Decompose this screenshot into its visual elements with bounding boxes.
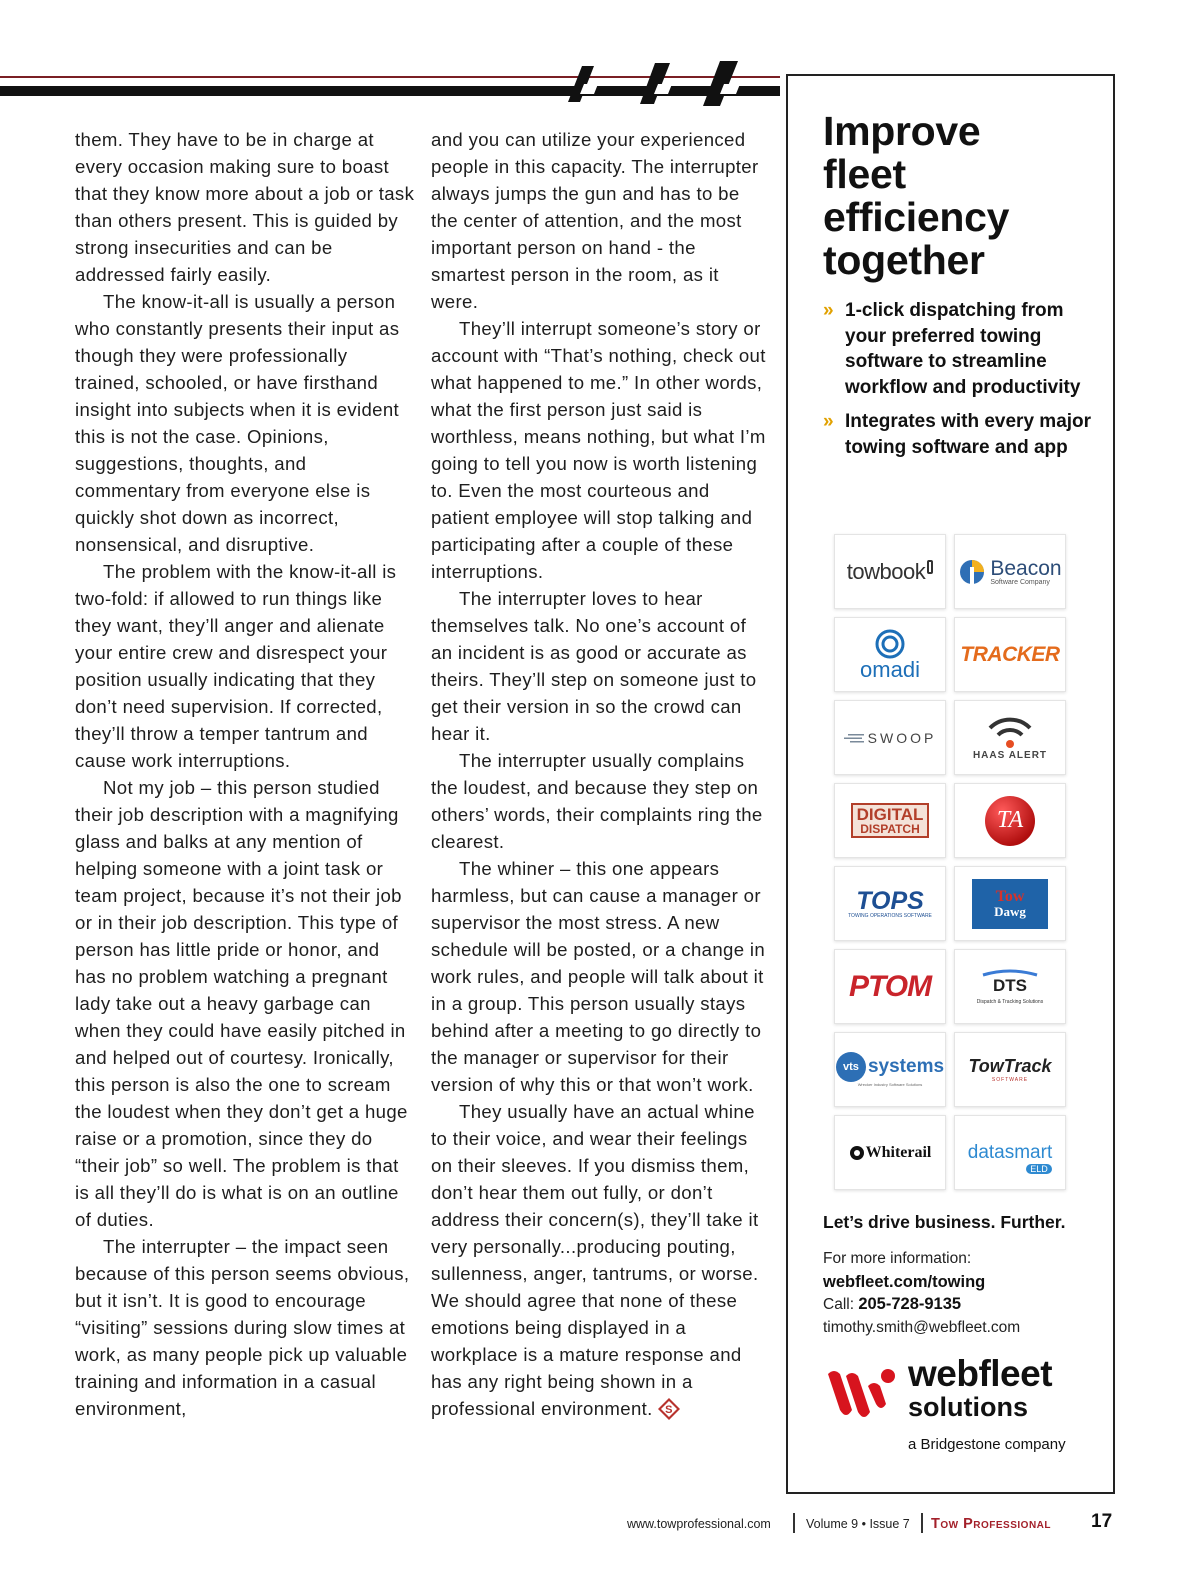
webfleet-solutions-logo [824, 1353, 1084, 1458]
tow-dawg-logo-text: Tow [995, 888, 1025, 905]
ad-contact-info [823, 1248, 1020, 1339]
article-column-left [75, 126, 415, 1422]
phone-number[interactable]: 205-728-9135 [858, 1295, 962, 1313]
footer-volume-issue: Volume 9 • Issue 7 [806, 1517, 910, 1531]
digital-dispatch-logo-subtext: DISPATCH [860, 822, 920, 836]
paragraph: The whiner – this one appears harmless, but can cause a manager or supervisor the most stress. A new schedule will be posted, or a change in work rules, and people will talk about it in a group. This person usually stays behind after a meeting to go directly to the manager or supervisor for their version of why this or that won’t work. [431, 858, 766, 1095]
tops-logo-text: TOPS [856, 886, 924, 915]
tow-dawg-logo-badge [972, 879, 1048, 929]
dts-logo-subtext: Dispatch & Tracking Solutions [976, 998, 1044, 1005]
header-slash-graphic [560, 58, 780, 108]
phone-line [823, 1293, 1020, 1317]
whiterail-logo-icon [849, 1145, 865, 1161]
article-column-middle [431, 126, 769, 1422]
paragraph: The interrupter – the impact seen because of this person seems obvious, but it isn’t. It is good to encourage “visiting” sessions during slow times at work, as many people pick up valuable training and information in a casual environment, [75, 1236, 410, 1419]
digital-dispatch-logo-text: DIGITAL [856, 805, 924, 824]
end-of-article-icon [657, 1397, 681, 1421]
partner-logo-tracker [954, 617, 1066, 692]
page-number: 17 [1091, 1511, 1113, 1532]
email-link[interactable]: timothy.smith@webfleet.com [823, 1318, 1021, 1336]
ta-logo-text: TA [996, 807, 1024, 833]
partner-logo-omadi [834, 617, 946, 692]
ad-feature-list [823, 298, 1103, 469]
ad-headline-line: fleet [823, 151, 906, 197]
ad-headline-line: Improve [823, 108, 981, 154]
webfleet-logo-solutions: solutions [908, 1392, 1028, 1422]
ad-feature-item [823, 409, 1103, 460]
ad-headline-line: together [823, 237, 985, 283]
beacon-logo-icon [958, 558, 986, 586]
partner-logo-whiterail [834, 1115, 946, 1190]
towtrack-logo-text: TowTrack [968, 1056, 1052, 1076]
omadi-logo-text: omadi [860, 656, 920, 682]
towbook-logo-text: towbook [846, 558, 926, 584]
beacon-logo-subtext: Software Company [990, 578, 1050, 586]
ad-feature-text: Integrates with every major towing software and app [845, 411, 1092, 458]
towbook-mark-icon [927, 560, 933, 574]
chevron-right-icon: » [823, 300, 834, 321]
partner-logo-ptom [834, 949, 946, 1024]
whiterail-logo-text: Whiterail [865, 1143, 932, 1161]
vts-systems-logo-subtext: Wrecker Industry Software Solutions [857, 1082, 923, 1087]
svg-text:DTS: DTS [993, 975, 1027, 993]
partner-logo-vts-systems [834, 1032, 946, 1107]
paragraph-text: They usually have an actual whine to their voice, and wear their feelings on their sleeves. If you dismiss them, don’t hear them out fully, or don’t address their concern(s), they’ll take it very personally...producing pouting, sullenness, anger, tantrums, or worse. We should agree that none of these emotions being displayed in a workplace is a mature response and has any right being shown in a professional environment. [431, 1101, 759, 1419]
wireless-signal-icon [985, 714, 1035, 750]
chevron-right-icon: » [823, 411, 834, 432]
partner-logo-digital-dispatch [834, 783, 946, 858]
webfleet-url-link[interactable]: webfleet.com/towing [823, 1272, 986, 1291]
paragraph-final [431, 1098, 769, 1422]
webfleet-logo-wordmark: webfleet [908, 1353, 1053, 1394]
page-footer [0, 1513, 1200, 1537]
ad-feature-item [823, 298, 1103, 400]
paragraph: The interrupter loves to hear themselves talk. No one’s account of an incident is as good or accurate as theirs. They’ll step on someone just to get their version in so the crowd can hear it. [431, 588, 757, 744]
ad-feature-text: 1-click dispatching from your preferred towing software to streamline workflow and productivity [845, 300, 1081, 398]
webfleet-logo-bridgestone: a Bridgestone company [908, 1436, 1066, 1453]
footer-website[interactable]: www.towprofessional.com [627, 1517, 771, 1531]
svg-text:S: S [664, 1404, 673, 1416]
partner-logo-tops [834, 866, 946, 941]
paragraph: They’ll interrupt someone’s story or account with “That’s nothing, check out what happened to me.” In other words, what the first person just said is worthless, means nothing, but what I’m going to tell you now is worth listening to. Even the most courteous and patient employee will stop talking and participating after a couple of these interruptions. [431, 318, 766, 582]
partner-logo-grid [834, 534, 1068, 1190]
towtrack-logo-subtext: SOFTWARE [991, 1077, 1029, 1083]
paragraph: The know-it-all is usually a person who constantly presents their input as though they were professionally trained, schooled, or have firsthand insight into subjects when it is evident this is not the case. Opinions, suggestions, thoughts, and commentary from everyone else is quickly shot down as incorrect, nonsensical, and disruptive. [75, 291, 400, 555]
ad-tagline: Let’s drive business. Further. [823, 1212, 1066, 1232]
partner-logo-swoop [834, 700, 946, 775]
partner-logo-towbook [834, 534, 946, 609]
partner-logo-tow-dawg [954, 866, 1066, 941]
vts-logo-badge: vts [836, 1052, 866, 1082]
swoop-logo-text: SWOOP [867, 729, 937, 746]
webfleet-advertisement [786, 74, 1115, 1494]
partner-logo-dts [954, 949, 1066, 1024]
omadi-logo-icon [873, 629, 907, 659]
datasmart-logo-text: datasmart [967, 1141, 1053, 1163]
paragraph: The problem with the know-it-all is two-fold: if allowed to run things like they want, they’ll anger and alienate your entire crew and disrespect your position usually indicating that they don’t need supervision. If corrected, they’ll throw a temper tantrum and cause work interruptions. [75, 561, 397, 771]
ad-headline-line: efficiency [823, 194, 1010, 240]
vts-systems-logo-text: systems [867, 1056, 945, 1077]
ptom-logo-text: PTOM [848, 969, 932, 1003]
tops-logo-subtext: TOWING OPERATIONS SOFTWARE [848, 912, 932, 919]
tracker-logo-text: TRACKER [960, 642, 1060, 666]
paragraph: The interrupter usually complains the loudest, and because they step on others’ words, their complaints ring the clearest. [431, 750, 763, 852]
partner-logo-ta [954, 783, 1066, 858]
swoop-logo-icon [844, 733, 864, 743]
beacon-logo-text: Beacon [990, 556, 1062, 580]
paragraph: Not my job – this person studied their job description with a magnifying glass and balks at any mention of helping someone with a joint task or team project, because it’s not their job or in their job description. This type of person has little pride or honor, and has no problem watching a pregnant lady take out a heavy garbage can when they could have easily pitched in and helped out of courtesy. Ironically, this person is also the one to scream the loudest when they don’t get a huge raise or a promotion, since they do “their job” so well. The problem is that is all they’ll do is what is on an outline of duties. [75, 777, 408, 1230]
webfleet-mark-icon [824, 1364, 900, 1428]
ad-headline [823, 110, 1009, 282]
footer-magazine-name: Tow Professional [931, 1516, 1052, 1532]
more-info-label: For more information: [823, 1250, 972, 1267]
partner-logo-beacon [954, 534, 1066, 609]
tow-dawg-logo-subtext: Dawg [994, 904, 1026, 919]
haas-alert-logo-text: HAAS ALERT [972, 750, 1048, 761]
dts-logo-icon [977, 969, 1043, 993]
call-label: Call: [823, 1296, 859, 1313]
paragraph: and you can utilize your experienced people in this capacity. The interrupter always jumps the gun and has to be the center of attention, and the most important person on hand - the smartest person in the room, as it were. [431, 129, 759, 312]
paragraph: them. They have to be in charge at every occasion making sure to boast that they know more about a job or task than others present. This is guided by strong insecurities and can be addressed fairly easily. [75, 129, 415, 285]
partner-logo-towtrack [954, 1032, 1066, 1107]
partner-logo-datasmart [954, 1115, 1066, 1190]
datasmart-logo-subtext: ELD [1026, 1164, 1052, 1174]
footer-divider [921, 1513, 923, 1533]
footer-divider [793, 1513, 795, 1533]
partner-logo-haas-alert [954, 700, 1066, 775]
